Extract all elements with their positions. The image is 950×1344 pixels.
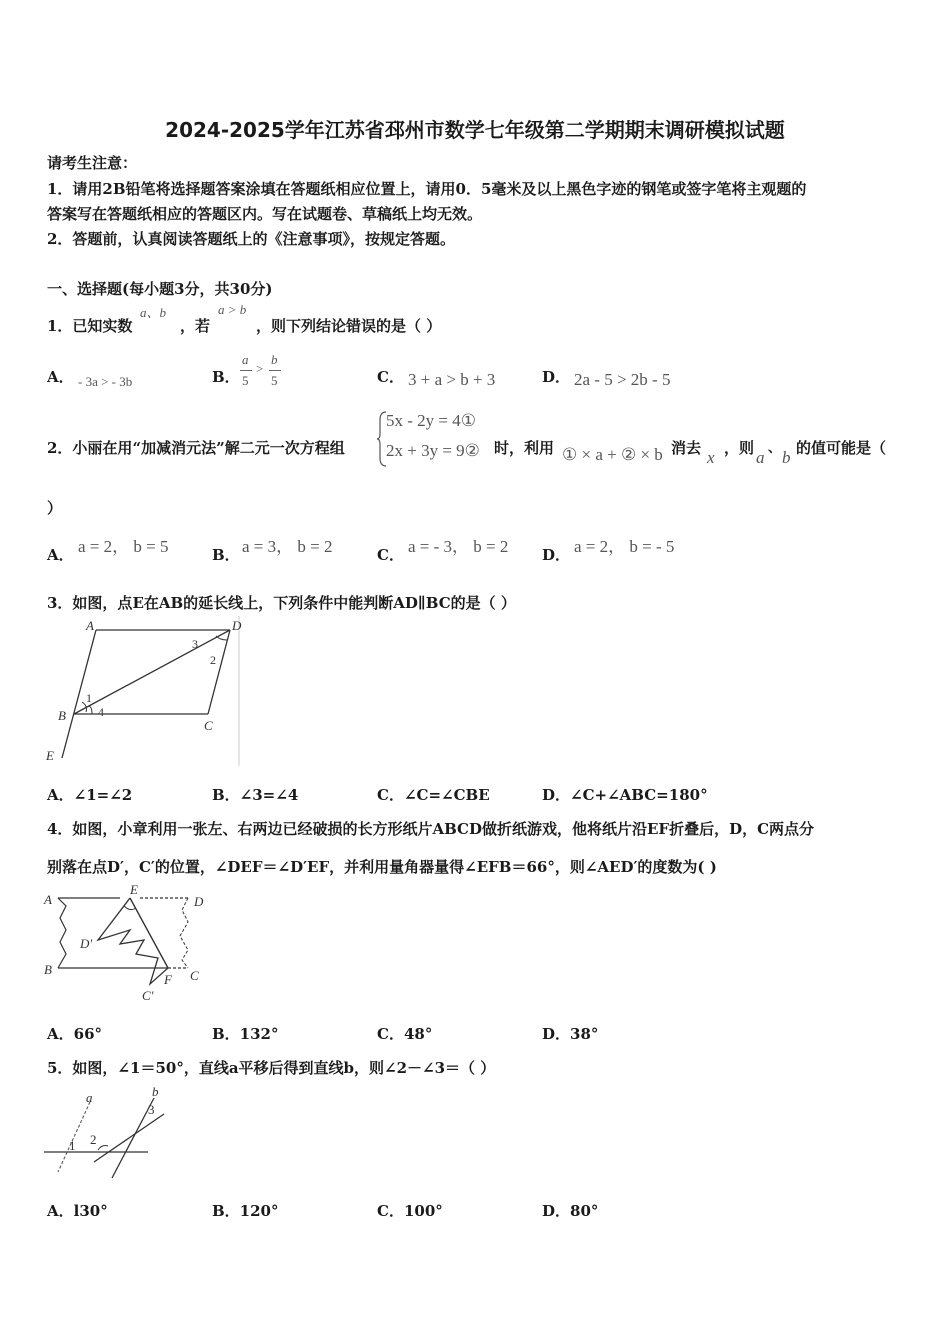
q4-label-c: C — [190, 968, 199, 983]
q2-option-a-label[interactable]: A． — [47, 546, 74, 564]
q4-line-1: 4．如图，小章利用一张左、右两边已经破损的长方形纸片ABCD做折纸游戏，他将纸片沿EF折叠后，D，C两点分 — [47, 820, 815, 838]
q3-option-a[interactable]: A．∠1=∠2 — [47, 786, 133, 804]
q4-label-d-prime: D′ — [80, 936, 93, 951]
q1-text-2: ，若 — [180, 317, 211, 335]
q1-condition: a > b — [218, 302, 247, 317]
q5-option-b[interactable]: B．120° — [212, 1202, 279, 1220]
q4-label-d: D — [194, 894, 204, 909]
q2-text-4: ，则 — [724, 439, 755, 457]
q4-figure — [40, 880, 210, 1006]
q4-label-c-prime: C′ — [142, 988, 154, 1003]
q1-text-3: ，则下列结论错误的是（ ） — [256, 317, 442, 335]
q3-label-b: B — [58, 708, 66, 723]
q4-label-e: E — [130, 882, 138, 897]
q1-option-a-expr: - 3a > - 3b — [78, 374, 133, 389]
q5-angle-2: 2 — [90, 1132, 97, 1147]
q2-option-b-label[interactable]: B． — [212, 546, 240, 564]
q4-label-a: A — [44, 892, 52, 907]
q5-option-c[interactable]: C．100° — [377, 1202, 443, 1220]
q4-option-b[interactable]: B．132° — [212, 1025, 279, 1043]
q1-option-b-den-l: 5 — [242, 373, 249, 388]
q3-angle-3: 3 — [192, 637, 198, 651]
q1-option-b-bar-r — [269, 370, 281, 371]
q3-option-c[interactable]: C．∠C=∠CBE — [377, 786, 490, 804]
notice-line-3: 2．答题前，认真阅读答题纸上的《注意事项》，按规定答题。 — [47, 230, 455, 248]
q3-option-b[interactable]: B．∠3=∠4 — [212, 786, 299, 804]
q1-option-b-num-l: a — [242, 352, 249, 367]
q1-option-d-expr: 2a - 5 > 2b - 5 — [574, 370, 671, 389]
q2-text-1: 2．小丽在用“加减消元法”解二元一次方程组 — [47, 439, 345, 457]
q4-option-c[interactable]: C．48° — [377, 1025, 433, 1043]
q2-option-c-expr: a = - 3， b = 2 — [408, 537, 509, 556]
q3-text: 3．如图，点E在AB的延长线上，下列条件中能判断AD∥BC的是（ ） — [47, 594, 516, 612]
q3-label-e: E — [46, 748, 54, 763]
q4-option-a[interactable]: A．66° — [47, 1025, 103, 1043]
q5-figure — [40, 1082, 170, 1182]
q2-var-x: x — [707, 448, 715, 467]
q5-label-a: a — [86, 1090, 93, 1105]
q2-option-d-expr: a = 2， b = - 5 — [574, 537, 675, 556]
q2-text-5: 的值可能是（ — [796, 439, 887, 457]
q3-option-d[interactable]: D．∠C+∠ABC=180° — [542, 786, 708, 804]
q4-label-f: F — [164, 972, 172, 987]
notice-heading: 请考生注意： — [47, 154, 138, 172]
q2-text-3: 消去 — [671, 439, 702, 457]
q1-ab: a、b — [140, 305, 167, 320]
q2-text-6: ） — [47, 499, 63, 517]
q2-text-2: 时，利用 — [494, 439, 555, 457]
q3-angle-4: 4 — [98, 705, 104, 719]
q3-angle-1: 1 — [86, 691, 92, 705]
page-title: 2024-2025学年江苏省邳州市数学七年级第二学期期末调研模拟试题 — [165, 118, 785, 142]
q2-equation-1: 5x - 2y = 4① — [386, 411, 476, 430]
q3-label-d: D — [232, 618, 242, 633]
q5-label-b: b — [152, 1084, 159, 1099]
q1-option-a-label[interactable]: A． — [47, 368, 74, 386]
q2-option-c-label[interactable]: C． — [377, 546, 404, 564]
q1-option-b-gt: > — [256, 361, 264, 376]
q1-option-b-num-r: b — [271, 352, 278, 367]
q1-option-c-label[interactable]: C． — [377, 368, 404, 386]
section-heading: 一、选择题(每小题3分，共30分) — [47, 280, 273, 298]
q1-option-c-expr: 3 + a > b + 3 — [408, 370, 496, 389]
q3-label-c: C — [204, 718, 213, 733]
q2-option-d-label[interactable]: D． — [542, 546, 571, 564]
q5-option-a[interactable]: A．l30° — [47, 1202, 108, 1220]
q1-option-b-den-r: 5 — [271, 373, 278, 388]
q2-separator: 、 — [768, 441, 782, 456]
q2-equation-2: 2x + 3y = 9② — [386, 441, 480, 460]
q5-angle-1: 1 — [69, 1138, 76, 1153]
q3-label-a: A — [86, 618, 94, 633]
q2-option-a-expr: a = 2， b = 5 — [78, 537, 169, 556]
q2-expression: ① × a + ② × b — [562, 445, 663, 464]
q4-label-b: B — [44, 962, 52, 977]
q1-option-d-label[interactable]: D． — [542, 368, 571, 386]
q5-text: 5．如图，∠1＝50°，直线a平移后得到直线b，则∠2－∠3＝（ ） — [47, 1059, 496, 1077]
q5-angle-3: 3 — [148, 1102, 155, 1117]
q1-option-b-bar-l — [240, 370, 252, 371]
q1-text-1: 1．已知实数 — [47, 317, 133, 335]
notice-line-2: 答案写在答题纸相应的答题区内。写在试题卷、草稿纸上均无效。 — [47, 205, 483, 223]
q1-option-b-label[interactable]: B． — [212, 368, 240, 386]
q2-var-b: b — [782, 448, 791, 467]
q5-option-d[interactable]: D．80° — [542, 1202, 599, 1220]
notice-line-1: 1．请用2B铅笔将选择题答案涂填在答题纸相应位置上，请用0．5毫米及以上黑色字迹的钢笔或签字笔将主观题的 — [47, 180, 807, 198]
q2-option-b-expr: a = 3， b = 2 — [242, 537, 333, 556]
q2-var-a: a — [756, 448, 765, 467]
q4-line-2: 别落在点D′，C′的位置，∠DEF＝∠D′EF，并利用量角器量得∠EFB＝66°，则∠AED′的度数为( ) — [47, 858, 717, 876]
q3-figure — [44, 616, 244, 766]
q4-option-d[interactable]: D．38° — [542, 1025, 599, 1043]
q3-angle-2: 2 — [210, 653, 216, 667]
